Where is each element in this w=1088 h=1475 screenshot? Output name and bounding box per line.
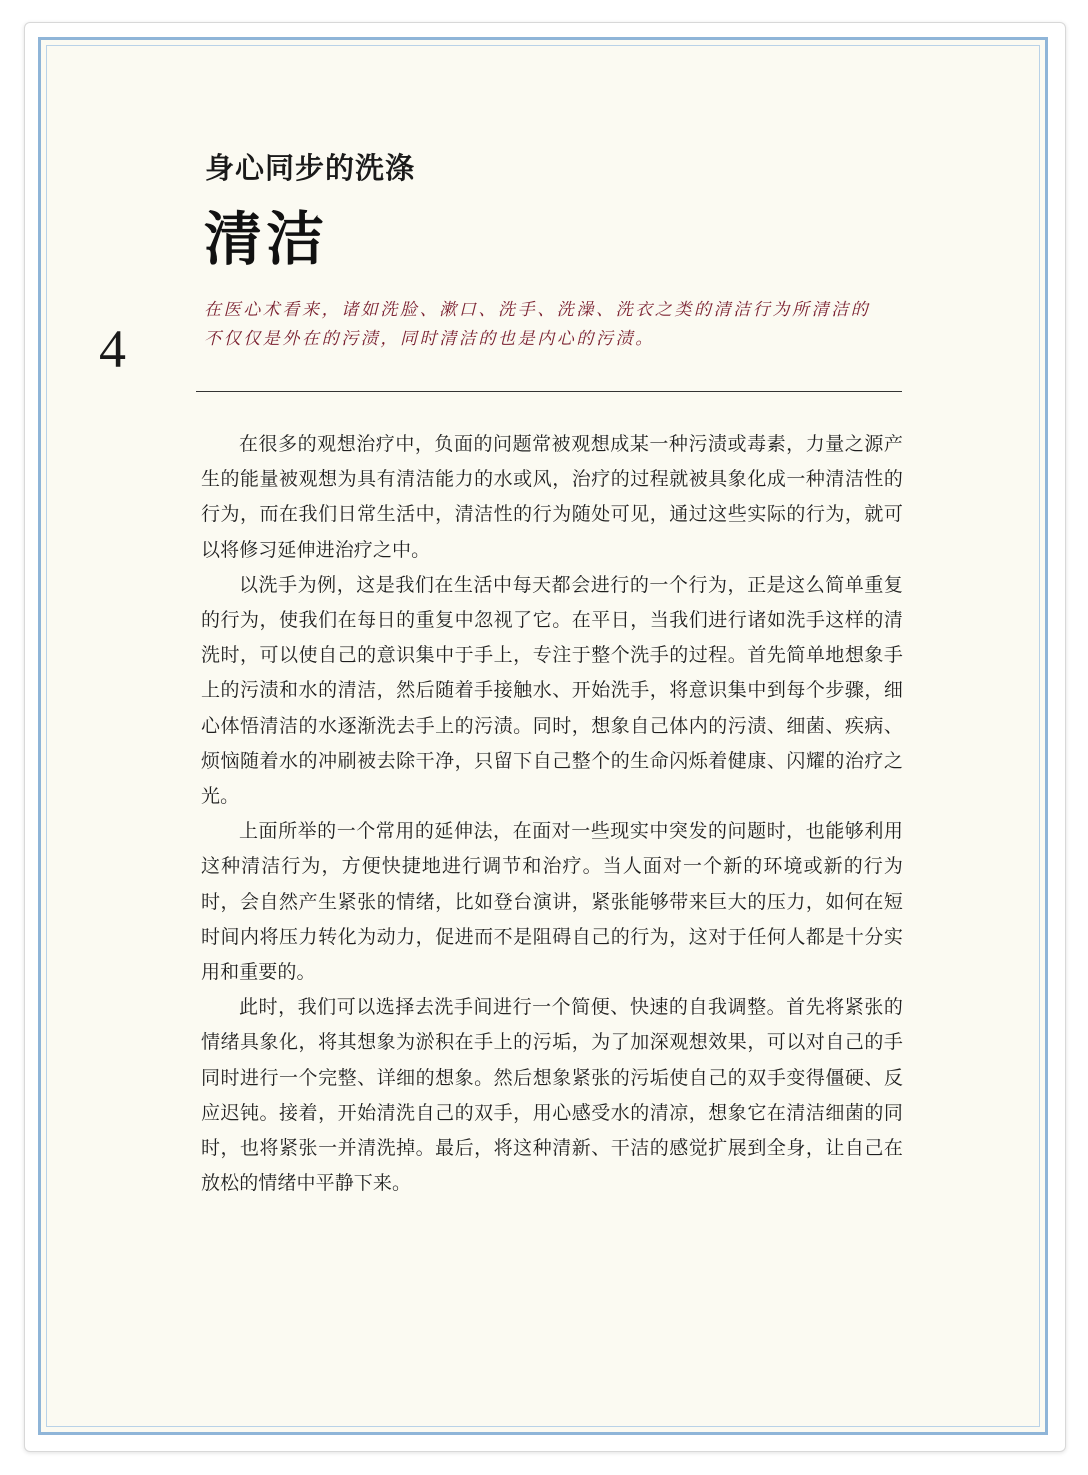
chapter-number: 4 [99, 319, 126, 379]
chapter-title: 清洁 [204, 205, 329, 273]
intro-line: 不仅仅是外在的污渍，同时清洁的也是内心的污渍。 [204, 329, 655, 349]
body-paragraph: 以洗手为例，这是我们在生活中每天都会进行的一个行为，正是这么简单重复的行为，使我们在每日的重复中忽视了它。在平日，当我们进行诸如洗手这样的清洗时，可以使自己的意识集中于手上，专注于整个洗手的过程。首先简单地想象手上的污渍和水的清洁，然后随着手接触水、开始洗手，将意识集中到每个步骤，细心体悟清洁的水逐渐洗去手上的污渍。同时，想象自己体内的污渍、细菌、疾病、烦恼随着水的冲刷被去除干净，只留下自己整个的生命闪烁着健康、闪耀的治疗之光。 [201, 573, 903, 808]
intro-line: 在医心术看来，诸如洗脸、漱口、洗手、洗澡、洗衣之类的清洁行为所清洁的 [204, 300, 871, 320]
body-paragraph: 在很多的观想治疗中，负面的问题常被观想成某一种污渍或毒素，力量之源产生的能量被观想为具有清洁能力的水或风，治疗的过程就被具象化成一种清洁性的行为，而在我们日常生活中，清洁性的行为随处可见，通过这些实际的行为，就可以将修习延伸进治疗之中。 [201, 433, 903, 561]
body-paragraph: 此时，我们可以选择去洗手间进行一个简便、快速的自我调整。首先将紧张的情绪具象化，将其想象为淤积在手上的污垢，为了加深观想效果，可以对自己的手同时进行一个完整、详细的想象。然后想象紧张的污垢使自己的双手变得僵硬、反应迟钝。接着，开始清洗自己的双手，用心感受水的清凉，想象它在清洁细菌的同时，也将紧张一并清洗掉。最后，将这种清新、干洁的感觉扩展到全身，让自己在放松的情绪中平静下来。 [201, 996, 903, 1195]
body-paragraph: 上面所举的一个常用的延伸法，在面对一些现实中突发的问题时，也能够利用这种清洁行为，方便快捷地进行调节和治疗。当人面对一个新的环境或新的行为时，会自然产生紧张的情绪，比如登台演讲，紧张能够带来巨大的压力，如何在短时间内将压力转化为动力，促进而不是阻碍自己的行为，这对于任何人都是十分实用和重要的。 [201, 820, 903, 984]
section-divider [196, 391, 902, 392]
chapter-intro [204, 296, 904, 354]
chapter-subtitle: 身心同步的洗涤 [205, 151, 416, 185]
body-text [201, 427, 903, 1201]
